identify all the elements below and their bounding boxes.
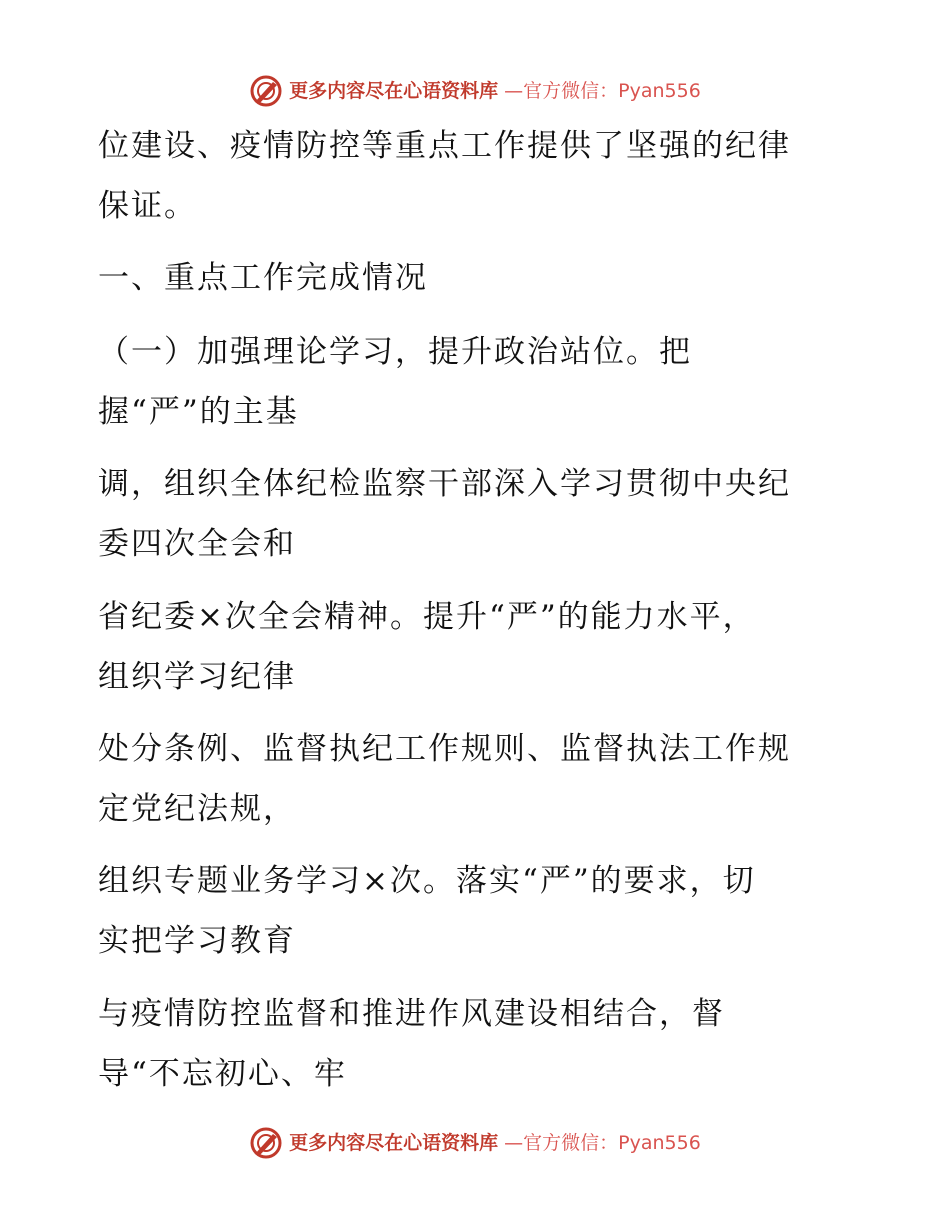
text-line: 组织专题业务学习×次。落实“严”的要求，切 xyxy=(98,863,756,899)
section-heading: 一、重点工作完成情况 xyxy=(98,260,428,296)
text-line: 保证。 xyxy=(98,188,197,224)
text-line: 与疫情防控监督和推进作风建设相结合，督 xyxy=(98,996,725,1032)
pen-logo-icon xyxy=(249,1126,283,1160)
watermark-prefix: 更多内容尽在心语资料库 xyxy=(289,1132,499,1154)
text-line: 握“严”的主基 xyxy=(98,394,299,430)
text-line: 省纪委×次全会精神。提升“严”的能力水平， xyxy=(98,599,756,635)
footer-watermark xyxy=(0,1126,950,1160)
header-watermark xyxy=(0,74,950,108)
text-line: 组织学习纪律 xyxy=(98,659,296,695)
text-line: 导“不忘初心、牢 xyxy=(98,1056,347,1092)
watermark-suffix: —官方微信：Pyan556 xyxy=(504,1132,701,1154)
pen-logo-icon xyxy=(249,74,283,108)
watermark-suffix: —官方微信：Pyan556 xyxy=(504,80,701,102)
text-line: 位建设、疫情防控等重点工作提供了坚强的纪律 xyxy=(98,128,791,164)
watermark-prefix: 更多内容尽在心语资料库 xyxy=(289,80,499,102)
text-line: 定党纪法规， xyxy=(98,791,296,827)
text-line: 调，组织全体纪检监察干部深入学习贯彻中央纪 xyxy=(98,466,791,502)
text-line: 处分条例、监督执纪工作规则、监督执法工作规 xyxy=(98,731,791,767)
text-line: 委四次全会和 xyxy=(98,526,296,562)
subsection-heading: （一）加强理论学习，提升政治站位。把 xyxy=(98,334,692,370)
text-line: 实把学习教育 xyxy=(98,923,296,959)
